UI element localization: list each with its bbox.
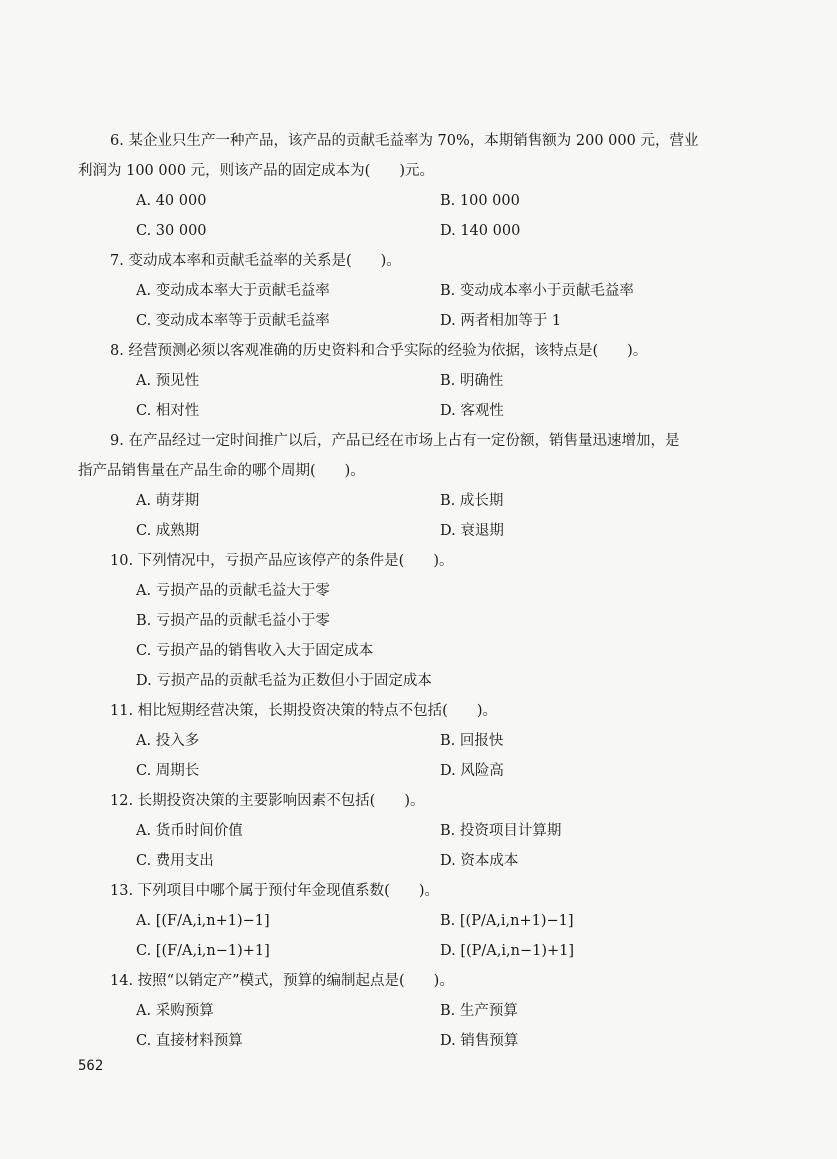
question-12-option-d: D. 资本成本 [440, 853, 519, 869]
question-11-option-d: D. 风险高 [440, 763, 504, 779]
question-13-option-c: C. [(F/A,i,n−1)+1] [136, 943, 270, 959]
question-11-stem: 11. 相比短期经营决策，长期投资决策的特点不包括( )。 [110, 703, 497, 719]
question-6-option-a: A. 40 000 [136, 193, 207, 209]
question-10-option-a: A. 亏损产品的贡献毛益大于零 [136, 583, 330, 599]
question-9-stem-line2: 指产品销售量在产品生命的哪个周期( )。 [78, 463, 365, 479]
question-6-option-b: B. 100 000 [440, 193, 520, 209]
question-12-stem: 12. 长期投资决策的主要影响因素不包括( )。 [110, 793, 425, 809]
question-9-option-b: B. 成长期 [440, 493, 504, 509]
question-12-option-c: C. 费用支出 [136, 853, 214, 869]
question-11-option-a: A. 投入多 [136, 733, 200, 749]
question-12-option-a: A. 货币时间价值 [136, 823, 243, 839]
question-8-stem: 8. 经营预测必须以客观准确的历史资料和合乎实际的经验为依据，该特点是( )。 [110, 343, 648, 359]
question-8-option-a: A. 预见性 [136, 373, 200, 389]
question-13-option-a: A. [(F/A,i,n+1)−1] [136, 913, 270, 929]
question-8-option-d: D. 客观性 [440, 403, 504, 419]
question-10-option-c: C. 亏损产品的销售收入大于固定成本 [136, 643, 374, 659]
question-10-option-b: B. 亏损产品的贡献毛益小于零 [136, 613, 330, 629]
question-10-option-d: D. 亏损产品的贡献毛益为正数但小于固定成本 [136, 673, 432, 689]
question-6-option-d: D. 140 000 [440, 223, 521, 239]
question-14-option-d: D. 销售预算 [440, 1033, 519, 1049]
question-14-option-a: A. 采购预算 [136, 1003, 214, 1019]
question-7-stem: 7. 变动成本率和贡献毛益率的关系是( )。 [110, 253, 401, 269]
page-number: 562 [78, 1058, 104, 1074]
question-8-option-b: B. 明确性 [440, 373, 504, 389]
question-8-option-c: C. 相对性 [136, 403, 200, 419]
question-7-option-c: C. 变动成本率等于贡献毛益率 [136, 313, 330, 329]
question-9-option-a: A. 萌芽期 [136, 493, 200, 509]
question-6-option-c: C. 30 000 [136, 223, 207, 239]
question-9-option-c: C. 成熟期 [136, 523, 200, 539]
question-12-option-b: B. 投资项目计算期 [440, 823, 562, 839]
question-14-option-b: B. 生产预算 [440, 1003, 518, 1019]
question-11-option-b: B. 回报快 [440, 733, 504, 749]
question-13-option-b: B. [(P/A,i,n+1)−1] [440, 913, 574, 929]
question-7-option-a: A. 变动成本率大于贡献毛益率 [136, 283, 330, 299]
question-7-option-b: B. 变动成本率小于贡献毛益率 [440, 283, 634, 299]
question-11-option-c: C. 周期长 [136, 763, 200, 779]
question-14-option-c: C. 直接材料预算 [136, 1033, 243, 1049]
question-10-stem: 10. 下列情况中，亏损产品应该停产的条件是( )。 [110, 553, 454, 569]
question-7-option-d: D. 两者相加等于 1 [440, 313, 562, 329]
question-13-option-d: D. [(P/A,i,n−1)+1] [440, 943, 575, 959]
question-9-option-d: D. 衰退期 [440, 523, 504, 539]
question-6-stem-line1: 6. 某企业只生产一种产品，该产品的贡献毛益率为 70%，本期销售额为 200 000 元，营业 [110, 133, 699, 149]
question-14-stem: 14. 按照“以销定产”模式，预算的编制起点是( )。 [110, 973, 454, 989]
question-6-stem-line2: 利润为 100 000 元，则该产品的固定成本为( )元。 [78, 163, 434, 179]
question-13-stem: 13. 下列项目中哪个属于预付年金现值系数( )。 [110, 883, 439, 899]
question-9-stem-line1: 9. 在产品经过一定时间推广以后，产品已经在市场上占有一定份额，销售量迅速增加，是 [110, 433, 680, 449]
